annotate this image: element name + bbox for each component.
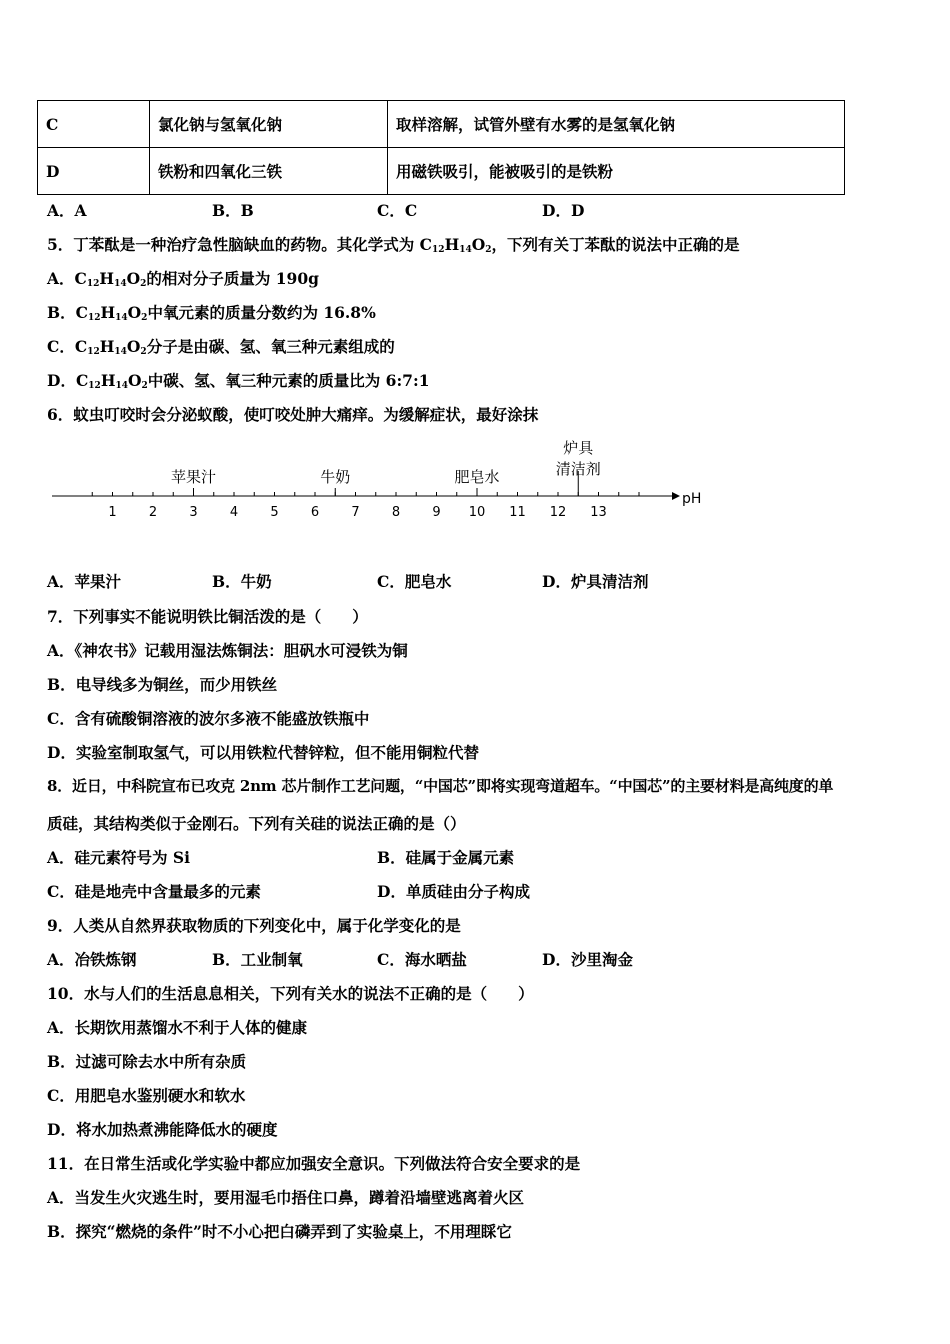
ph-tick-label: 12 [549,505,567,520]
ph-axis-label: pH [682,491,702,507]
q11-option-b: B．探究“燃烧的条件”时不小心把白磷弄到了实验桌上，不用理睬它 [47,1222,512,1241]
q10-option-c: C．用肥皂水鉴别硬水和软水 [47,1086,246,1105]
q8-option-a: A．硅元素符号为 Si [47,848,191,867]
ph-axis-arrow [672,492,680,500]
q10-option-a: A．长期饮用蒸馏水不利于人体的健康 [47,1018,308,1037]
q4-option-d: D．D [542,201,585,220]
q10-stem: 10．水与人们的生活息息相关，下列有关水的说法不正确的是（ ） [47,984,534,1003]
q5-option-a: A．$C_{12}H_{14}O_2$的相对分子质量为 190g [47,269,319,289]
ph-tick-label: 1 [108,505,117,520]
q8-option-b: B．硅属于金属元素 [377,848,515,867]
q11-stem: 11．在日常生活或化学实验中都应加强安全意识。下列做法符合安全要求的是 [47,1154,581,1173]
row-method: 取样溶解，试管外壁有水雾的是氢氧化钠 [388,101,845,148]
q9-option-a: A．冶铁炼钢 [47,950,137,969]
q4-option-c: C．C [377,201,418,220]
ph-marker-label: 牛奶 [320,468,351,486]
ph-marker-label: 苹果汁 [170,468,217,486]
ph-tick-label: 13 [590,505,607,520]
q9-option-d: D．沙里淘金 [542,950,633,969]
row-label: C [38,101,150,148]
row-substance: 氯化钠与氢氧化钠 [150,101,388,148]
q5-option-b: B．$C_{12}H_{14}O_2$中氧元素的质量分数约为 16.8% [47,303,376,323]
ph-tick-label: 5 [270,505,279,520]
q6-stem: 6．蚊虫叮咬时会分泌蚁酸，使叮咬处肿大痛痒。为缓解症状，最好涂抹 [47,405,539,424]
q4-option-a: A．A [47,201,87,220]
comparison-table [37,100,845,195]
row-substance: 铁粉和四氧化三铁 [150,148,388,195]
row-method: 用磁铁吸引，能被吸引的是铁粉 [388,148,845,195]
q7-option-a: A．《神农书》记载用湿法炼铜法：胆矾水可浸铁为铜 [47,641,408,660]
ph-tick-label: 9 [432,505,441,520]
q11-option-a: A．当发生火灾逃生时，要用湿毛巾捂住口鼻，蹲着沿墙壁逃离着火区 [47,1188,525,1207]
q8-option-c: C．硅是地壳中含量最多的元素 [47,882,261,901]
q8-stem-line2: 质硅，其结构类似于金刚石。下列有关硅的说法正确的是（） [47,814,466,833]
ph-marker-label: 肥皂水 [454,468,500,486]
ph-marker-label: 炉具 [563,439,594,457]
row-label: D [38,148,150,195]
q8-option-d: D．单质硅由分子构成 [377,882,530,901]
ph-tick-label: 8 [391,505,401,520]
q7-option-d: D．实验室制取氢气，可以用铁粒代替锌粒，但不能用铜粒代替 [47,743,479,762]
q5-stem: 5．丁苯酞是一种治疗急性脑缺血的药物。其化学式为 $C_{12}H_{14}O_2$，下列有关丁苯酞的说法中正确的是 [47,235,740,255]
q9-stem: 9．人类从自然界获取物质的下列变化中，属于化学变化的是 [47,916,461,935]
q8-stem-line1: 8．近日，中科院宣布已攻克 2nm 芯片制作工艺问题，“中国芯”即将实现弯道超车。“中国芯”的主要材料是高纯度的单 [47,777,834,795]
q10-option-d: D．将水加热煮沸能降低水的硬度 [47,1120,278,1139]
q9-option-c: C．海水晒盐 [377,950,467,969]
q6-option-b: B．牛奶 [212,572,272,591]
ph-tick-label: 4 [229,505,239,520]
q9-option-b: B．工业制氧 [212,950,303,969]
q4-option-b: B．B [212,201,254,220]
q6-option-a: A．苹果汁 [47,572,122,591]
q6-option-d: D．炉具清洁剂 [542,572,649,591]
q5-option-d: D．$C_{12}H_{14}O_2$中碳、氢、氧三种元素的质量比为 6:7:1 [47,371,430,391]
q6-option-c: C．肥皂水 [377,572,452,591]
q7-option-c: C．含有硫酸铜溶液的波尔多液不能盛放铁瓶中 [47,709,370,728]
q10-option-b: B．过滤可除去水中所有杂质 [47,1052,247,1071]
q7-option-b: B．电导线多为铜丝，而少用铁丝 [47,675,278,694]
ph-marker-label: 清洁剂 [555,460,601,478]
table-row [38,101,845,148]
ph-tick-label: 10 [468,505,486,520]
ph-tick-label: 2 [148,505,158,520]
q7-stem: 7．下列事实不能说明铁比铜活泼的是（ ） [47,607,368,626]
table-row [38,148,845,195]
ph-tick-label: 3 [189,505,198,520]
q5-option-c: C．$C_{12}H_{14}O_2$分子是由碳、氢、氧三种元素组成的 [47,337,395,357]
ph-tick-label: 6 [310,505,320,520]
ph-scale-diagram [40,435,740,525]
ph-tick-label: 11 [509,505,526,520]
ph-tick-label: 7 [351,505,360,520]
